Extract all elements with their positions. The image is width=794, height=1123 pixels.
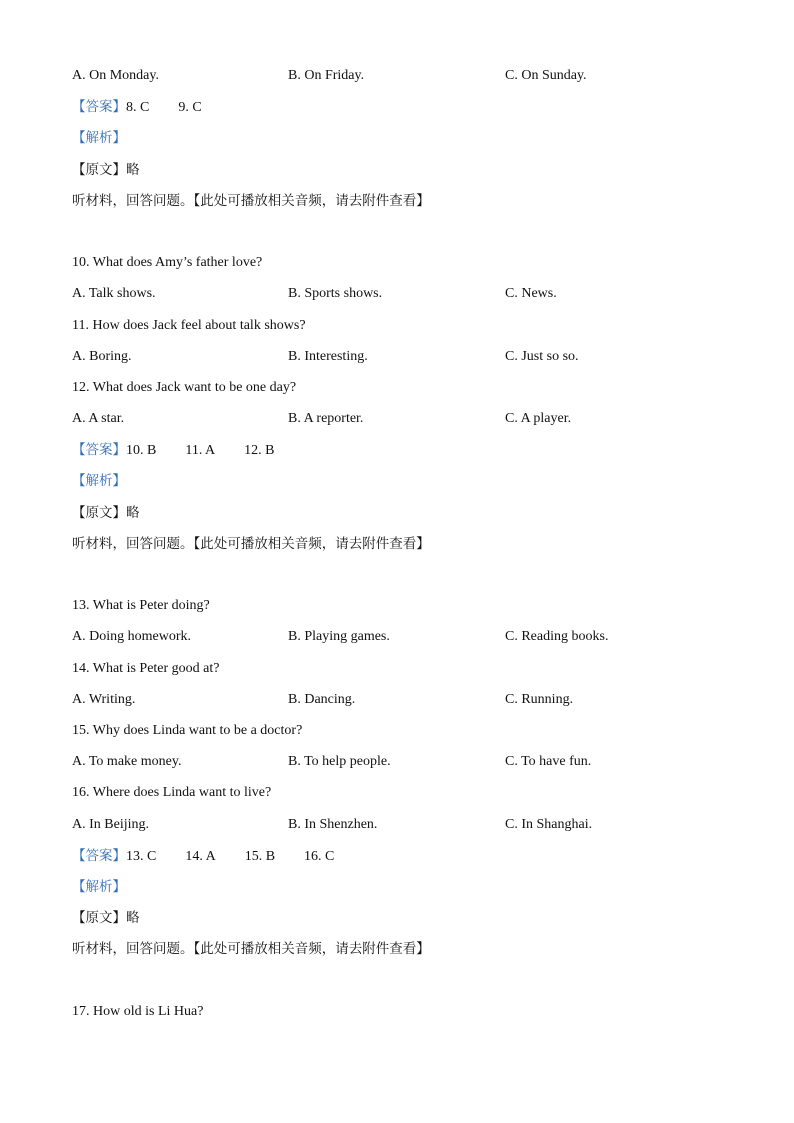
original-text: 略 [126,504,140,520]
option-b: B. On Friday. [288,68,365,83]
analysis-label: 【解析】 [72,473,126,489]
question-stem: 10. What does Amy’s father love? [72,255,263,271]
original-line [72,154,732,185]
analysis-line [72,871,732,902]
option-b: B. Dancing. [288,691,356,707]
option-row [72,60,732,91]
option-b: B. A reporter. [288,411,364,427]
spacer [72,559,732,590]
answer-label: 【答案】 [72,99,126,115]
option-c: C. Just so so. [505,348,579,364]
spacer [72,964,732,995]
option-c: C. On Sunday. [505,68,587,83]
analysis-line [72,465,732,496]
option-a: A. To make money. [72,754,182,770]
original-line [72,902,732,933]
option-b: B. To help people. [288,754,391,770]
option-a: A. Writing. [72,691,136,707]
answer-item: 16. C [304,848,335,864]
answer-item: 12. B [244,443,275,459]
option-c: C. Running. [505,691,574,707]
answer-item: 9. C [178,100,202,116]
analysis-line [72,122,732,153]
analysis-label: 【解析】 [72,130,126,146]
original-line [72,497,732,528]
answer-line [72,91,732,122]
answer-label: 【答案】 [72,442,126,458]
answer-item: 11. A [185,443,216,459]
option-row [72,278,732,309]
option-row [72,341,732,372]
option-row [72,746,732,777]
option-a: A. In Beijing. [72,816,149,832]
answer-item: 8. C [126,100,150,116]
answer-item: 14. A [185,848,216,864]
question-stem: 17. How old is Li Hua? [72,1003,204,1019]
option-a: A. A star. [72,411,125,427]
answer-line [72,840,732,871]
original-text: 略 [126,910,140,926]
instruction-line: 听材料，回答问题。【此处可播放相关音频，请去附件查看】 [72,535,430,551]
answer-item: 10. B [126,443,157,459]
question-stem: 12. What does Jack want to be one day? [72,379,297,395]
answer-item: 13. C [126,848,157,864]
question-stem: 16. Where does Linda want to live? [72,785,272,801]
instruction-line: 听材料，回答问题。【此处可播放相关音频，请去附件查看】 [72,941,430,957]
answer-line [72,434,732,465]
option-a: A. Boring. [72,348,132,364]
original-label: 【原文】 [72,161,126,177]
option-a: A. Talk shows. [72,286,156,302]
option-c: C. News. [505,286,557,302]
option-row [72,809,732,840]
option-c: C. A player. [505,411,572,427]
option-a: A. Doing homework. [72,629,191,645]
option-c: C. Reading books. [505,629,609,645]
option-row [72,403,732,434]
option-b: B. Sports shows. [288,286,383,302]
option-b: B. Interesting. [288,348,368,364]
option-b: B. In Shenzhen. [288,816,378,832]
original-label: 【原文】 [72,910,126,926]
option-b: B. Playing games. [288,629,390,645]
analysis-label: 【解析】 [72,878,126,894]
question-stem: 14. What is Peter good at? [72,660,220,676]
instruction-line: 听材料，回答问题。【此处可播放相关音频，请去附件查看】 [72,192,430,208]
option-row [72,621,732,652]
option-row [72,684,732,715]
option-a: A. On Monday. [72,68,159,83]
answer-label: 【答案】 [72,847,126,863]
spacer [72,216,732,247]
question-stem: 15. Why does Linda want to be a doctor? [72,722,303,738]
original-label: 【原文】 [72,504,126,520]
question-stem: 11. How does Jack feel about talk shows? [72,317,306,333]
original-text: 略 [126,161,140,177]
page-content [72,60,732,1027]
option-c: C. To have fun. [505,754,592,770]
question-stem: 13. What is Peter doing? [72,598,210,614]
answer-item: 15. B [244,848,276,864]
option-c: C. In Shanghai. [505,816,593,832]
